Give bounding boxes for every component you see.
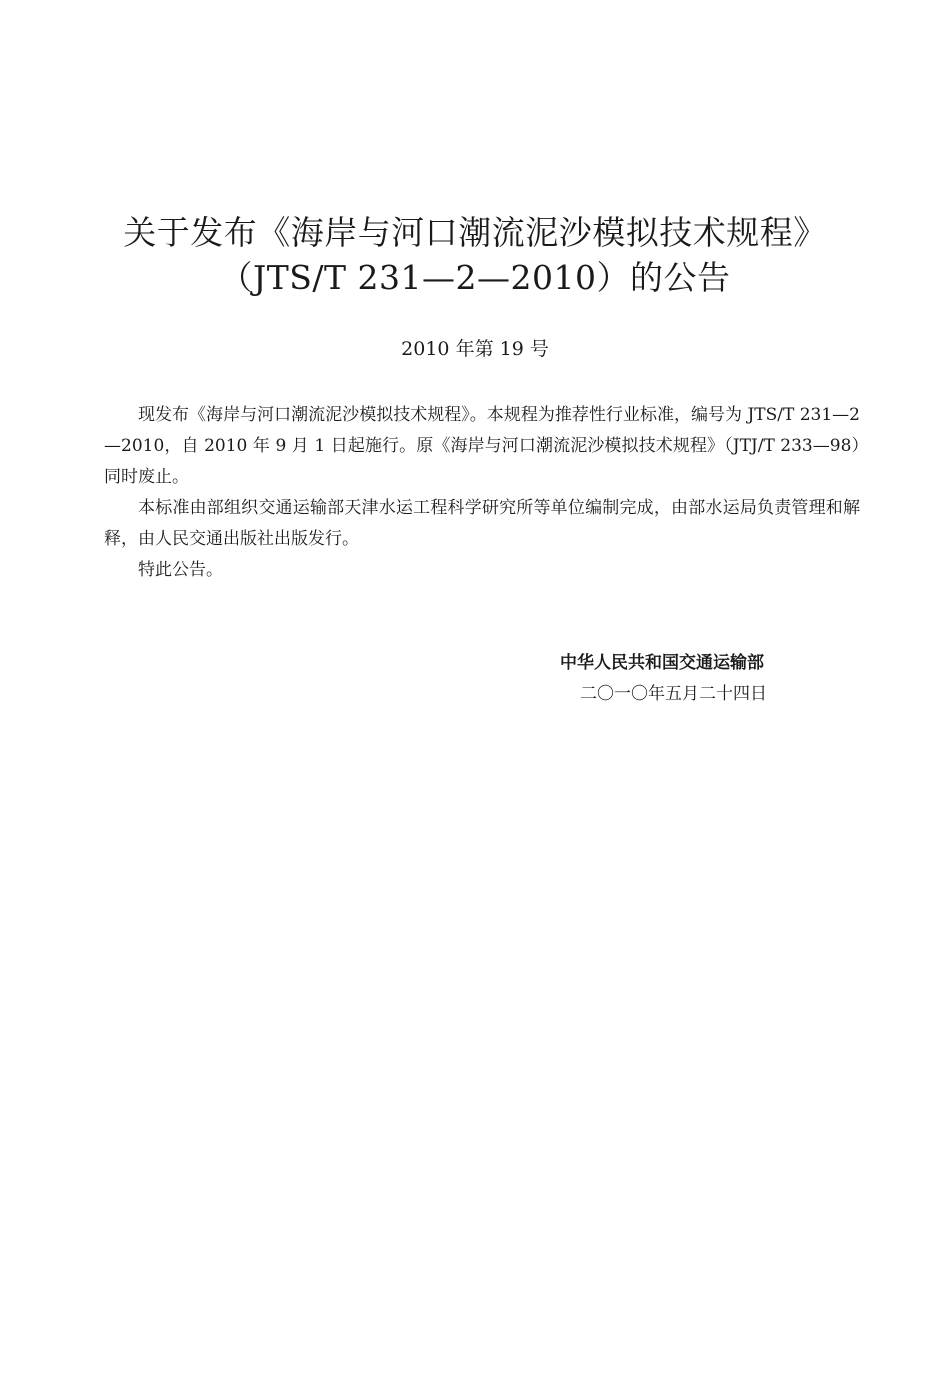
- title-line-1: 关于发布《海岸与河口潮流泥沙模拟技术规程》: [123, 213, 827, 252]
- paragraph-compilation: 本标准由部组织交通运输部天津水运工程科学研究所等单位编制完成，由部水运局负责管理和解释，由人民交通出版社出版发行。: [104, 498, 860, 549]
- signature-block: [560, 648, 820, 710]
- title-line-2: （JTS/T 231—2—2010）的公告: [219, 258, 731, 297]
- issuing-organization: 中华人民共和国交通运输部: [560, 653, 764, 673]
- paragraph-publication: 现发布《海岸与河口潮流泥沙模拟技术规程》。本规程为推荐性行业标准，编号为 JTS/T 231—2—2010，自 2010 年 9 月 1 日起施行。原《海岸与河口潮流泥沙模拟技术规程》（JTJ/T 233—98）同时废止。: [104, 405, 860, 487]
- paragraph-closing: 特此公告。: [138, 560, 223, 580]
- announcement-body: [104, 400, 860, 586]
- document-number: 2010 年第 19 号: [401, 338, 549, 360]
- issue-date: 二〇一〇年五月二十四日: [580, 684, 767, 704]
